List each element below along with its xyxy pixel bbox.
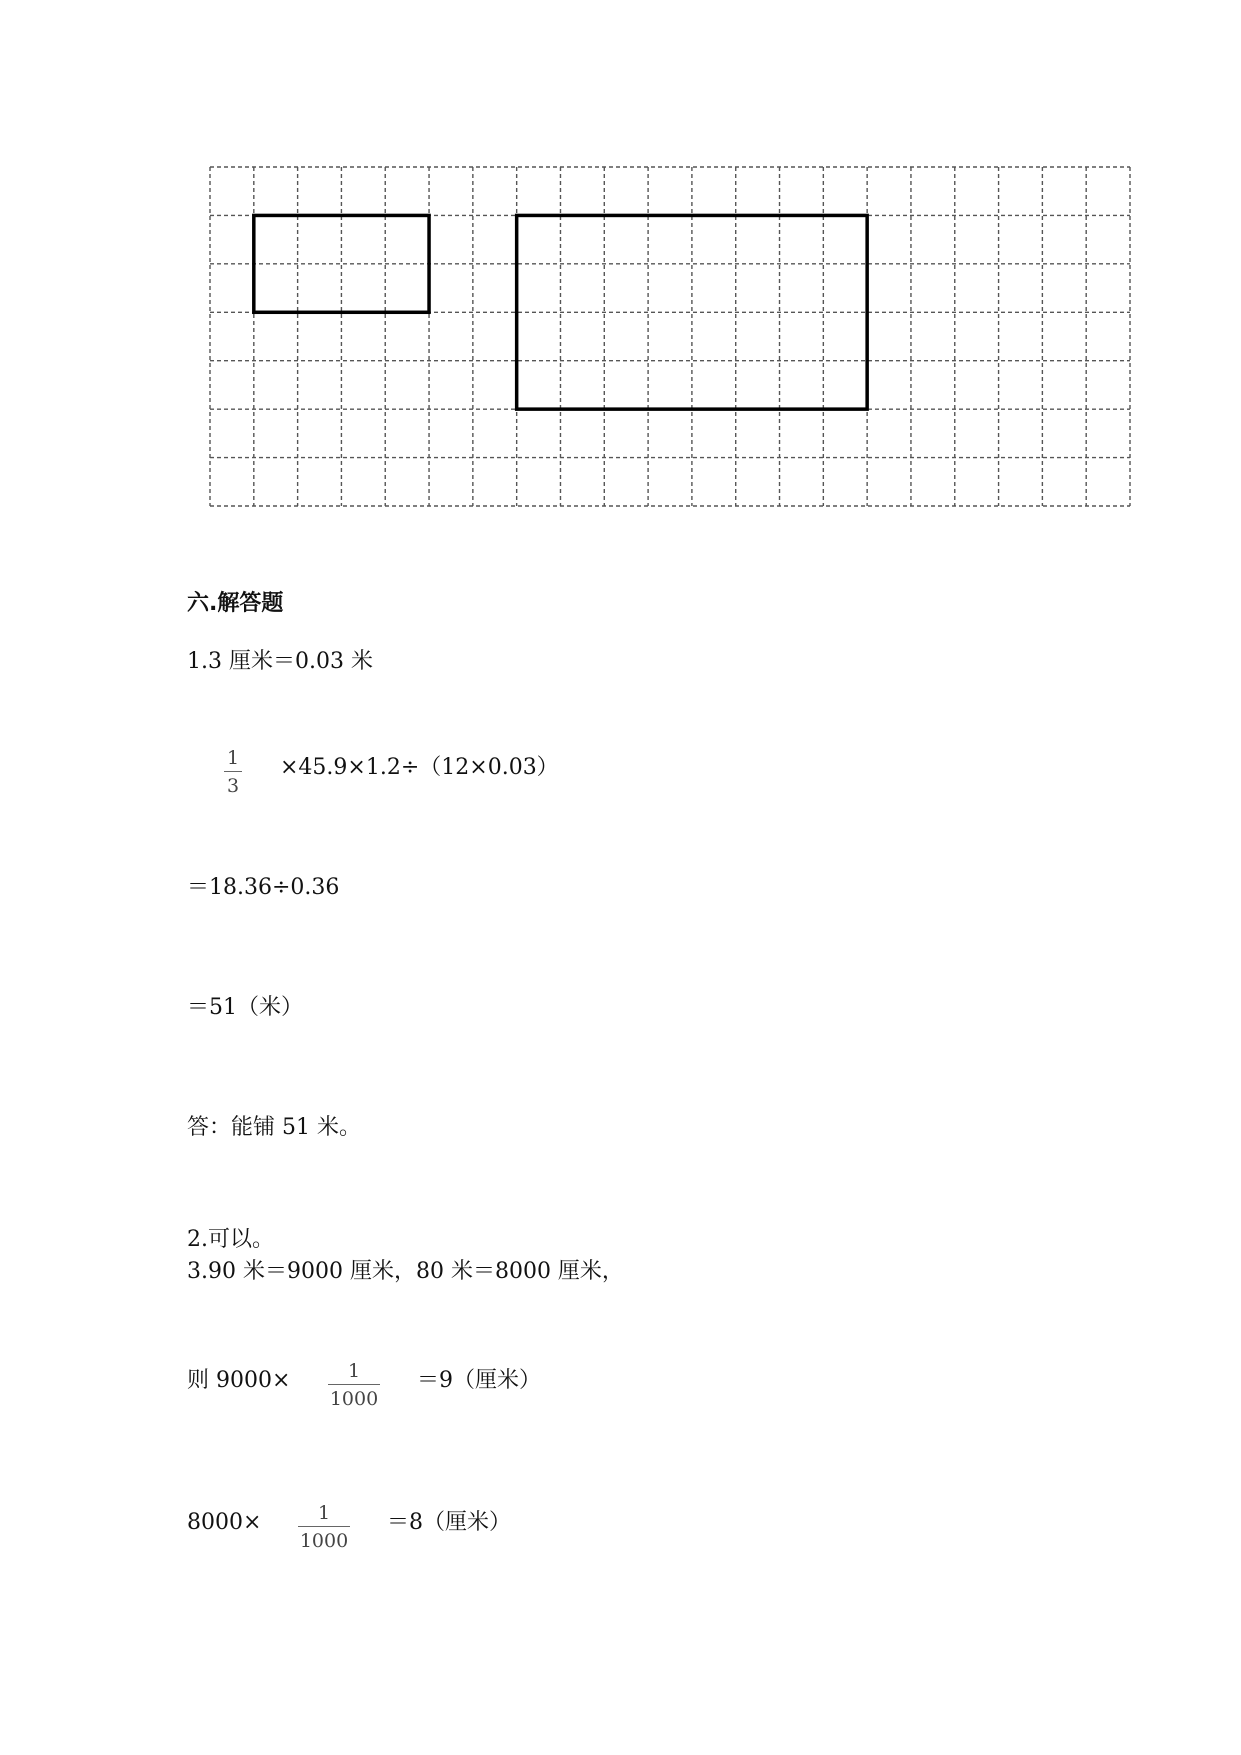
q3-line1: 3.90 米＝9000 厘米，80 米＝8000 厘米，: [187, 1259, 624, 1284]
q3-calc2-denominator: 1000: [299, 1530, 349, 1552]
q3-calc2-result: ＝8（厘米）: [387, 1510, 511, 1535]
q3-calc2-prefix: 8000×: [187, 1510, 262, 1535]
q3-calc1-numerator: 1: [347, 1360, 361, 1382]
q3-calc1-prefix: 则 9000×: [187, 1368, 291, 1393]
q3-calc1-denominator: 1000: [329, 1388, 379, 1410]
q1-answer: 答：能铺 51 米。: [187, 1115, 361, 1140]
section-title: 六.解答题: [187, 591, 284, 616]
q3-calc2-fraction: [298, 1502, 350, 1552]
q1-step3: ＝51（米）: [187, 995, 303, 1020]
q3-calc1-result: ＝9（厘米）: [417, 1368, 541, 1393]
q1-line1: 1.3 厘米＝0.03 米: [187, 649, 373, 674]
q1-fraction: [224, 747, 242, 797]
fraction-bar: [298, 1526, 350, 1527]
q1-expression: ×45.9×1.2÷（12×0.03）: [280, 755, 559, 780]
q3-calc2-numerator: 1: [317, 1502, 331, 1524]
q2-line1: 2.可以。: [187, 1227, 274, 1252]
fraction-bar: [224, 771, 242, 772]
q3-calc1-fraction: [328, 1360, 380, 1410]
q1-step2: ＝18.36÷0.36: [187, 875, 340, 900]
grid-figure: [0, 0, 1241, 520]
fraction-bar: [328, 1384, 380, 1385]
q1-fraction-denominator: 3: [226, 775, 240, 797]
q1-fraction-numerator: 1: [226, 747, 240, 769]
